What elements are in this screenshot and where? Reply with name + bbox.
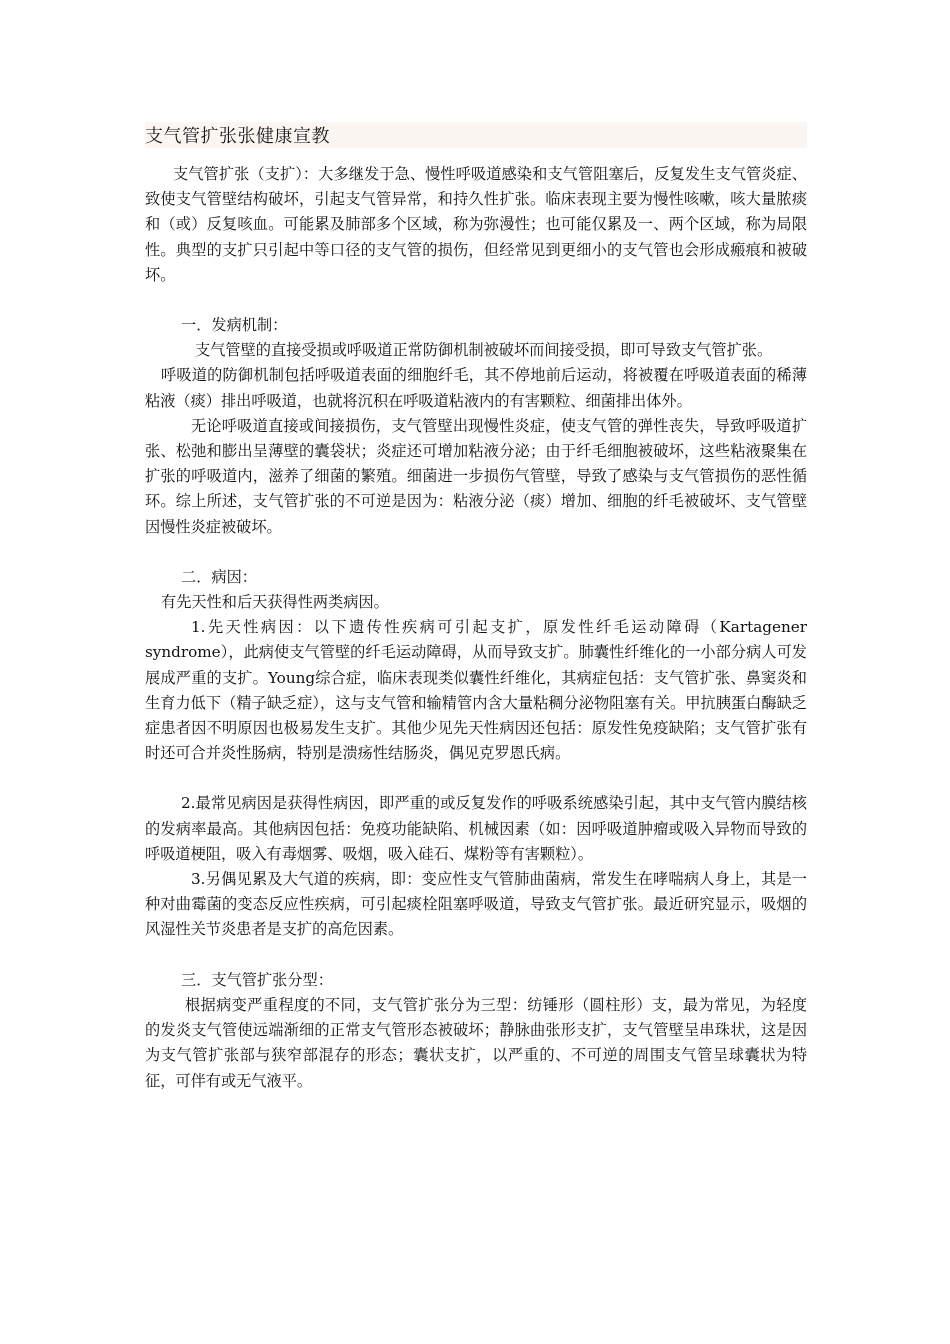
paragraph: 1.先天性病因：以下遗传性疾病可引起支扩，原发性纤毛运动障碍（Kartagener syndrome），此病使支气管壁的纤毛运动障碍，从而导致支扩。肺囊性纤维化的一小部分病人可发展成严重的支扩。Young综合症，临床表现类似囊性纤维化，其病症包括：支气管扩张、鼻窦炎和生育力低下（精子缺乏症），这与支气管和输精管内含大量粘稠分泌物阻塞有关。甲抗胰蛋白酶缺乏症患者因不明原因也极易发生支扩。其他少见先天性病因还包括：原发性免疫缺陷；支气管扩张有时还可合并炎性肠病，特别是溃疡性结肠炎，偶见克罗恩氏病。 — [145, 618, 807, 763]
paragraph: 3.另偶见累及大气道的疾病，即：变应性支气管肺曲菌病，常发生在哮喘病人身上，其是一种对曲霉菌的变态反应性疾病，可引起痰栓阻塞呼吸道，导致支气管扩张。最近研究显示，吸烟的风湿性关节炎患者是支扩的高危因素。 — [145, 870, 807, 939]
paragraph-spacer — [145, 766, 807, 791]
paragraph-spacer — [145, 288, 807, 313]
document-title: 支气管扩张张健康宣教 — [145, 126, 330, 147]
paragraph: 支气管扩张（支扩）：大多继发于急、慢性呼吸道感染和支气管阻塞后，反复发生支气管炎症、致使支气管壁结构破坏，引起支气管异常，和持久性扩张。临床表现主要为慢性咳嗽，咳大量脓痰和（或）反复咳血。可能累及肺部多个区域，称为弥漫性；也可能仅累及一、两个区域，称为局限性。典型的支扩只引起中等口径的支气管的损伤，但经常见到更细小的支气管也会形成瘢痕和被破坏。 — [145, 165, 807, 284]
paragraph: 无论呼吸道直接或间接损伤，支气管壁出现慢性炎症，使支气管的弹性丧失，导致呼吸道扩张、松弛和膨出呈薄壁的囊袋状；炎症还可增加粘液分泌；由于纤毛细胞被破坏，这些粘液聚集在扩张的呼吸道内，滋养了细菌的繁殖。细菌进一步损伤气管壁，导致了感染与支气管损伤的恶性循环。综上所述，支气管扩张的不可逆是因为：粘液分泌（痰）增加、细胞的纤毛被破坏、支气管壁因慢性炎症被破坏。 — [145, 416, 807, 536]
paragraph: 有先天性和后天获得性两类病因。 — [161, 593, 389, 612]
document-page — [145, 122, 807, 1094]
paragraph: 三．支气管扩张分型： — [181, 970, 333, 989]
document-body — [145, 162, 807, 1094]
paragraph-spacer — [145, 943, 807, 968]
paragraph: 二．病因： — [181, 567, 257, 586]
title-bar — [145, 122, 807, 148]
paragraph: 一．发病机制： — [181, 316, 288, 335]
paragraph: 呼吸道的防御机制包括呼吸道表面的细胞纤毛，其不停地前后运动，将被覆在呼吸道表面的稀薄粘液（痰）排出呼吸道，也就将沉积在呼吸道粘液内的有害颗粒、细菌排出体外。 — [145, 366, 807, 410]
paragraph: 根据病变严重程度的不同，支气管扩张分为三型：纺锤形（圆柱形）支，最为常见，为轻度的发炎支气管使远端渐细的正常支气管形态被破坏；静脉曲张形支扩，支气管壁呈串珠状，这是因为支气管扩张部与狭窄部混存的形态；囊状支扩，以严重的、不可逆的周围支气管呈球囊状为特征，可伴有或无气液平。 — [145, 995, 807, 1090]
paragraph: 支气管壁的直接受损或呼吸道正常防御机制被破坏而间接受损，即可导致支气管扩张。 — [195, 341, 773, 360]
paragraph: 2.最常见病因是获得性病因，即严重的或反复发作的呼吸系统感染引起，其中支气管内膜结核的发病率最高。其他病因包括：免疫功能缺陷、机械因素（如：因呼吸道肿瘤或吸入异物而导致的呼吸道梗阻，吸入有毒烟雾、吸烟，吸入硅石、煤粉等有害颗粒）。 — [145, 794, 807, 863]
paragraph-spacer — [145, 540, 807, 565]
